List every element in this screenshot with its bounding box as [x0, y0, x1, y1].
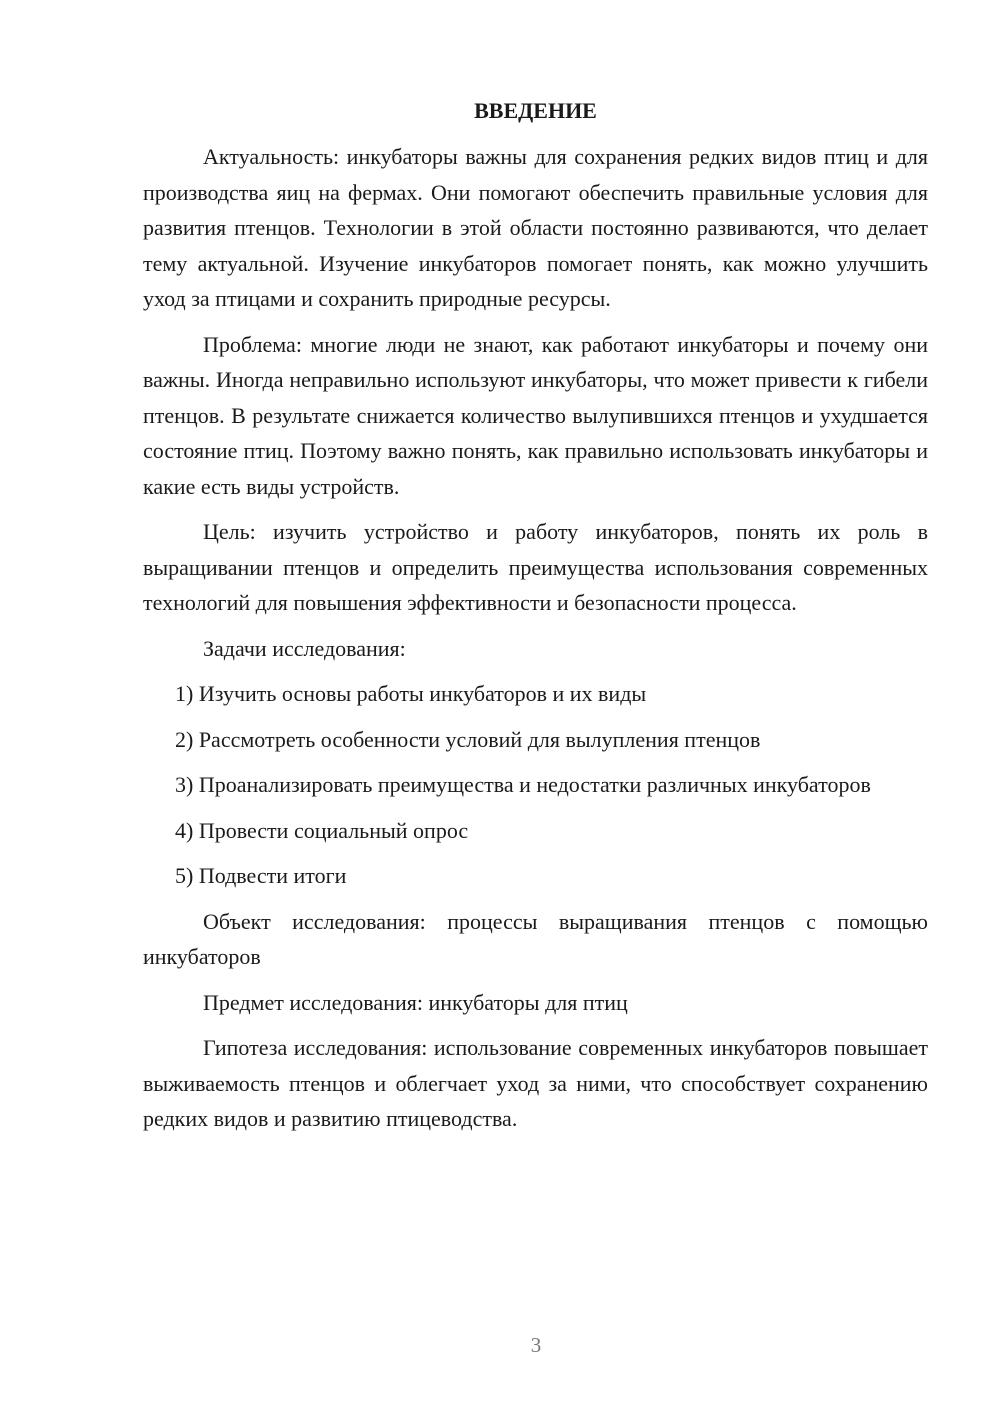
task-item-1: 1) Изучить основы работы инкубаторов и их виды — [175, 681, 647, 706]
hypothesis-paragraph: Гипотеза исследования: использование современных инкубаторов повышает выживаемость птенцов и облегчает уход за ними, что способствует сохранению редких видов и развитию птицеводства. — [143, 1035, 928, 1131]
task-item-5: 5) Подвести итоги — [175, 863, 347, 888]
problem-paragraph: Проблема: многие люди не знают, как работают инкубаторы и почему они важны. Иногда неправильно используют инкубаторы, что может привести к гибели птенцов. В результате снижается количество вылупившихся птенцов и ухудшается состояние птиц. Поэтому важно понять, как правильно использовать инкубаторы и какие есть виды устройств. — [143, 331, 928, 499]
goal-paragraph: Цель: изучить устройство и работу инкубаторов, понять их роль в выращивании птенцов и определить преимущества использования современных технологий для повышения эффективности и безопасности процесса. — [143, 519, 928, 615]
object-paragraph: Объект исследования: процессы выращивания птенцов с помощью инкубаторов — [143, 908, 928, 969]
tasks-heading: Задачи исследования: — [203, 635, 406, 661]
document-body — [143, 93, 928, 1147]
relevance-paragraph: Актуальность: инкубаторы важны для сохранения редких видов птиц и для производства яиц на фермах. Они помогают обеспечить правильные условия для развития птенцов. Технологии в этой области постоянно развиваются, что делает тему актуальной. Изучение инкубаторов помогает понять, как можно улучшить уход за птицами и сохранить природные ресурсы. — [143, 144, 928, 311]
page-number: 3 — [530, 1333, 542, 1357]
task-item-4: 4) Провести социальный опрос — [175, 817, 469, 843]
task-item-2: 2) Рассмотреть особенности условий для вылупления птенцов — [175, 726, 761, 752]
subject-paragraph: Предмет исследования: инкубаторы для птиц — [203, 989, 628, 1015]
page-title: ВВЕДЕНИЕ — [474, 98, 597, 123]
task-item-3: 3) Проанализировать преимущества и недостатки различных инкубаторов — [175, 772, 871, 797]
